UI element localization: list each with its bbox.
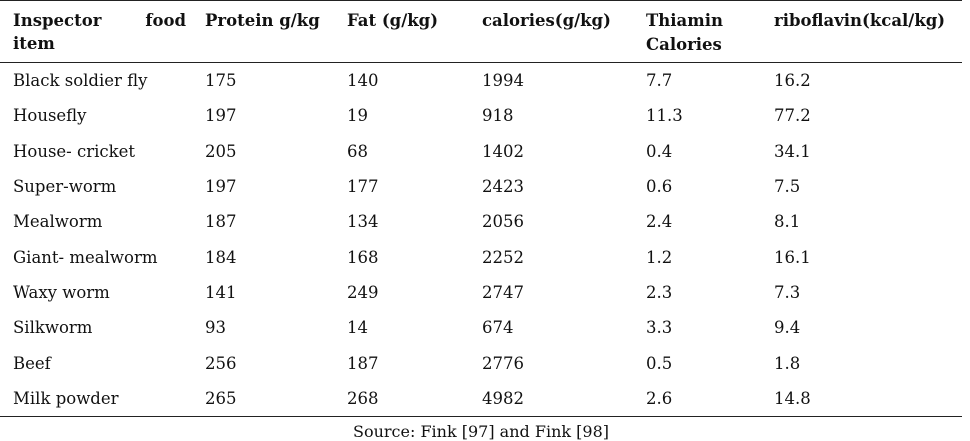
- header-food-item: [0, 1, 192, 63]
- table-body: [0, 63, 962, 417]
- riboflavin-cell: 1.8: [774, 353, 801, 373]
- fat-cell: 19: [347, 106, 368, 126]
- table-row: [0, 239, 962, 274]
- calories-cell: 1402: [482, 141, 524, 161]
- thiamin-cell: 0.6: [646, 177, 673, 197]
- protein-cell: 184: [205, 247, 237, 267]
- calories-cell: 4982: [469, 381, 633, 417]
- food-item-cell: Black soldier fly: [13, 71, 148, 91]
- header-food-item-word1: Inspector: [13, 11, 102, 30]
- food-item-cell: Mealworm: [13, 212, 103, 232]
- table-row: [0, 98, 962, 133]
- thiamin-cell: 7.7: [646, 71, 673, 91]
- protein-cell: 205: [205, 141, 237, 161]
- table-header: [0, 1, 962, 63]
- fat-cell: 140: [347, 71, 379, 91]
- fat-cell: 168: [347, 247, 379, 267]
- fat-cell: 68: [347, 141, 368, 161]
- riboflavin-cell: 8.1: [774, 212, 801, 232]
- riboflavin-cell: 9.4: [774, 318, 801, 338]
- protein-cell: 93: [205, 318, 226, 338]
- fat-cell: 268: [334, 381, 469, 417]
- riboflavin-cell: 34.1: [774, 141, 811, 161]
- fat-cell: 187: [347, 353, 379, 373]
- food-item-cell: Giant- mealworm: [13, 247, 158, 267]
- thiamin-cell: 3.3: [646, 318, 673, 338]
- thiamin-cell: 2.4: [646, 212, 673, 232]
- riboflavin-cell: 14.8: [761, 381, 962, 417]
- header-food-item-word2: food: [145, 11, 186, 30]
- calories-cell: 2056: [482, 212, 524, 232]
- fat-cell: 134: [347, 212, 379, 232]
- food-item-cell: Beef: [13, 353, 51, 373]
- calories-cell: 918: [482, 106, 514, 126]
- table-row: [0, 204, 962, 239]
- riboflavin-cell: 77.2: [774, 106, 811, 126]
- header-thiamin-line2: Calories: [646, 35, 722, 54]
- food-item-cell: House- cricket: [13, 141, 136, 161]
- protein-cell: 141: [205, 282, 237, 302]
- thiamin-cell: 2.3: [646, 282, 673, 302]
- calories-cell: 2423: [482, 177, 524, 197]
- table-row: [0, 310, 962, 345]
- header-thiamin-line1: Thiamin: [646, 11, 723, 30]
- header-thiamin: [633, 1, 761, 63]
- header-fat: Fat (g/kg): [334, 1, 469, 63]
- food-item-cell: Waxy worm: [13, 282, 110, 302]
- table-row: [0, 345, 962, 380]
- header-protein: Protein g/kg: [192, 1, 334, 63]
- header-riboflavin: riboflavin(kcal/kg): [761, 1, 962, 63]
- food-item-cell: Silkworm: [13, 318, 93, 338]
- protein-cell: 265: [192, 381, 334, 417]
- table-row: [0, 275, 962, 310]
- calories-cell: 674: [482, 318, 514, 338]
- protein-cell: 197: [205, 177, 237, 197]
- thiamin-cell: 11.3: [646, 106, 683, 126]
- thiamin-cell: 0.5: [646, 353, 673, 373]
- table-row: [0, 381, 962, 417]
- calories-cell: 1994: [482, 71, 524, 91]
- table-row: [0, 134, 962, 169]
- header-row: [0, 1, 962, 63]
- table-row: [0, 63, 962, 99]
- table-row: [0, 169, 962, 204]
- fat-cell: 177: [347, 177, 379, 197]
- protein-cell: 187: [205, 212, 237, 232]
- calories-cell: 2252: [482, 247, 524, 267]
- header-food-item-word3: item: [13, 34, 55, 53]
- riboflavin-cell: 7.5: [774, 177, 801, 197]
- protein-cell: 197: [205, 106, 237, 126]
- thiamin-cell: 0.4: [646, 141, 673, 161]
- protein-cell: 175: [205, 71, 237, 91]
- fat-cell: 14: [347, 318, 368, 338]
- header-calories: calories(g/kg): [469, 1, 633, 63]
- riboflavin-cell: 16.2: [774, 71, 811, 91]
- protein-cell: 256: [205, 353, 237, 373]
- food-item-cell: Super-worm: [13, 177, 117, 197]
- food-item-cell: Milk powder: [0, 381, 192, 417]
- riboflavin-cell: 16.1: [774, 247, 811, 267]
- thiamin-cell: 1.2: [646, 247, 673, 267]
- thiamin-cell: 2.6: [633, 381, 761, 417]
- food-item-cell: Housefly: [13, 106, 87, 126]
- fat-cell: 249: [347, 282, 379, 302]
- calories-cell: 2776: [482, 353, 524, 373]
- calories-cell: 2747: [482, 282, 524, 302]
- riboflavin-cell: 7.3: [774, 282, 801, 302]
- table-footnote: Source: Fink [97] and Fink [98]: [352, 422, 609, 441]
